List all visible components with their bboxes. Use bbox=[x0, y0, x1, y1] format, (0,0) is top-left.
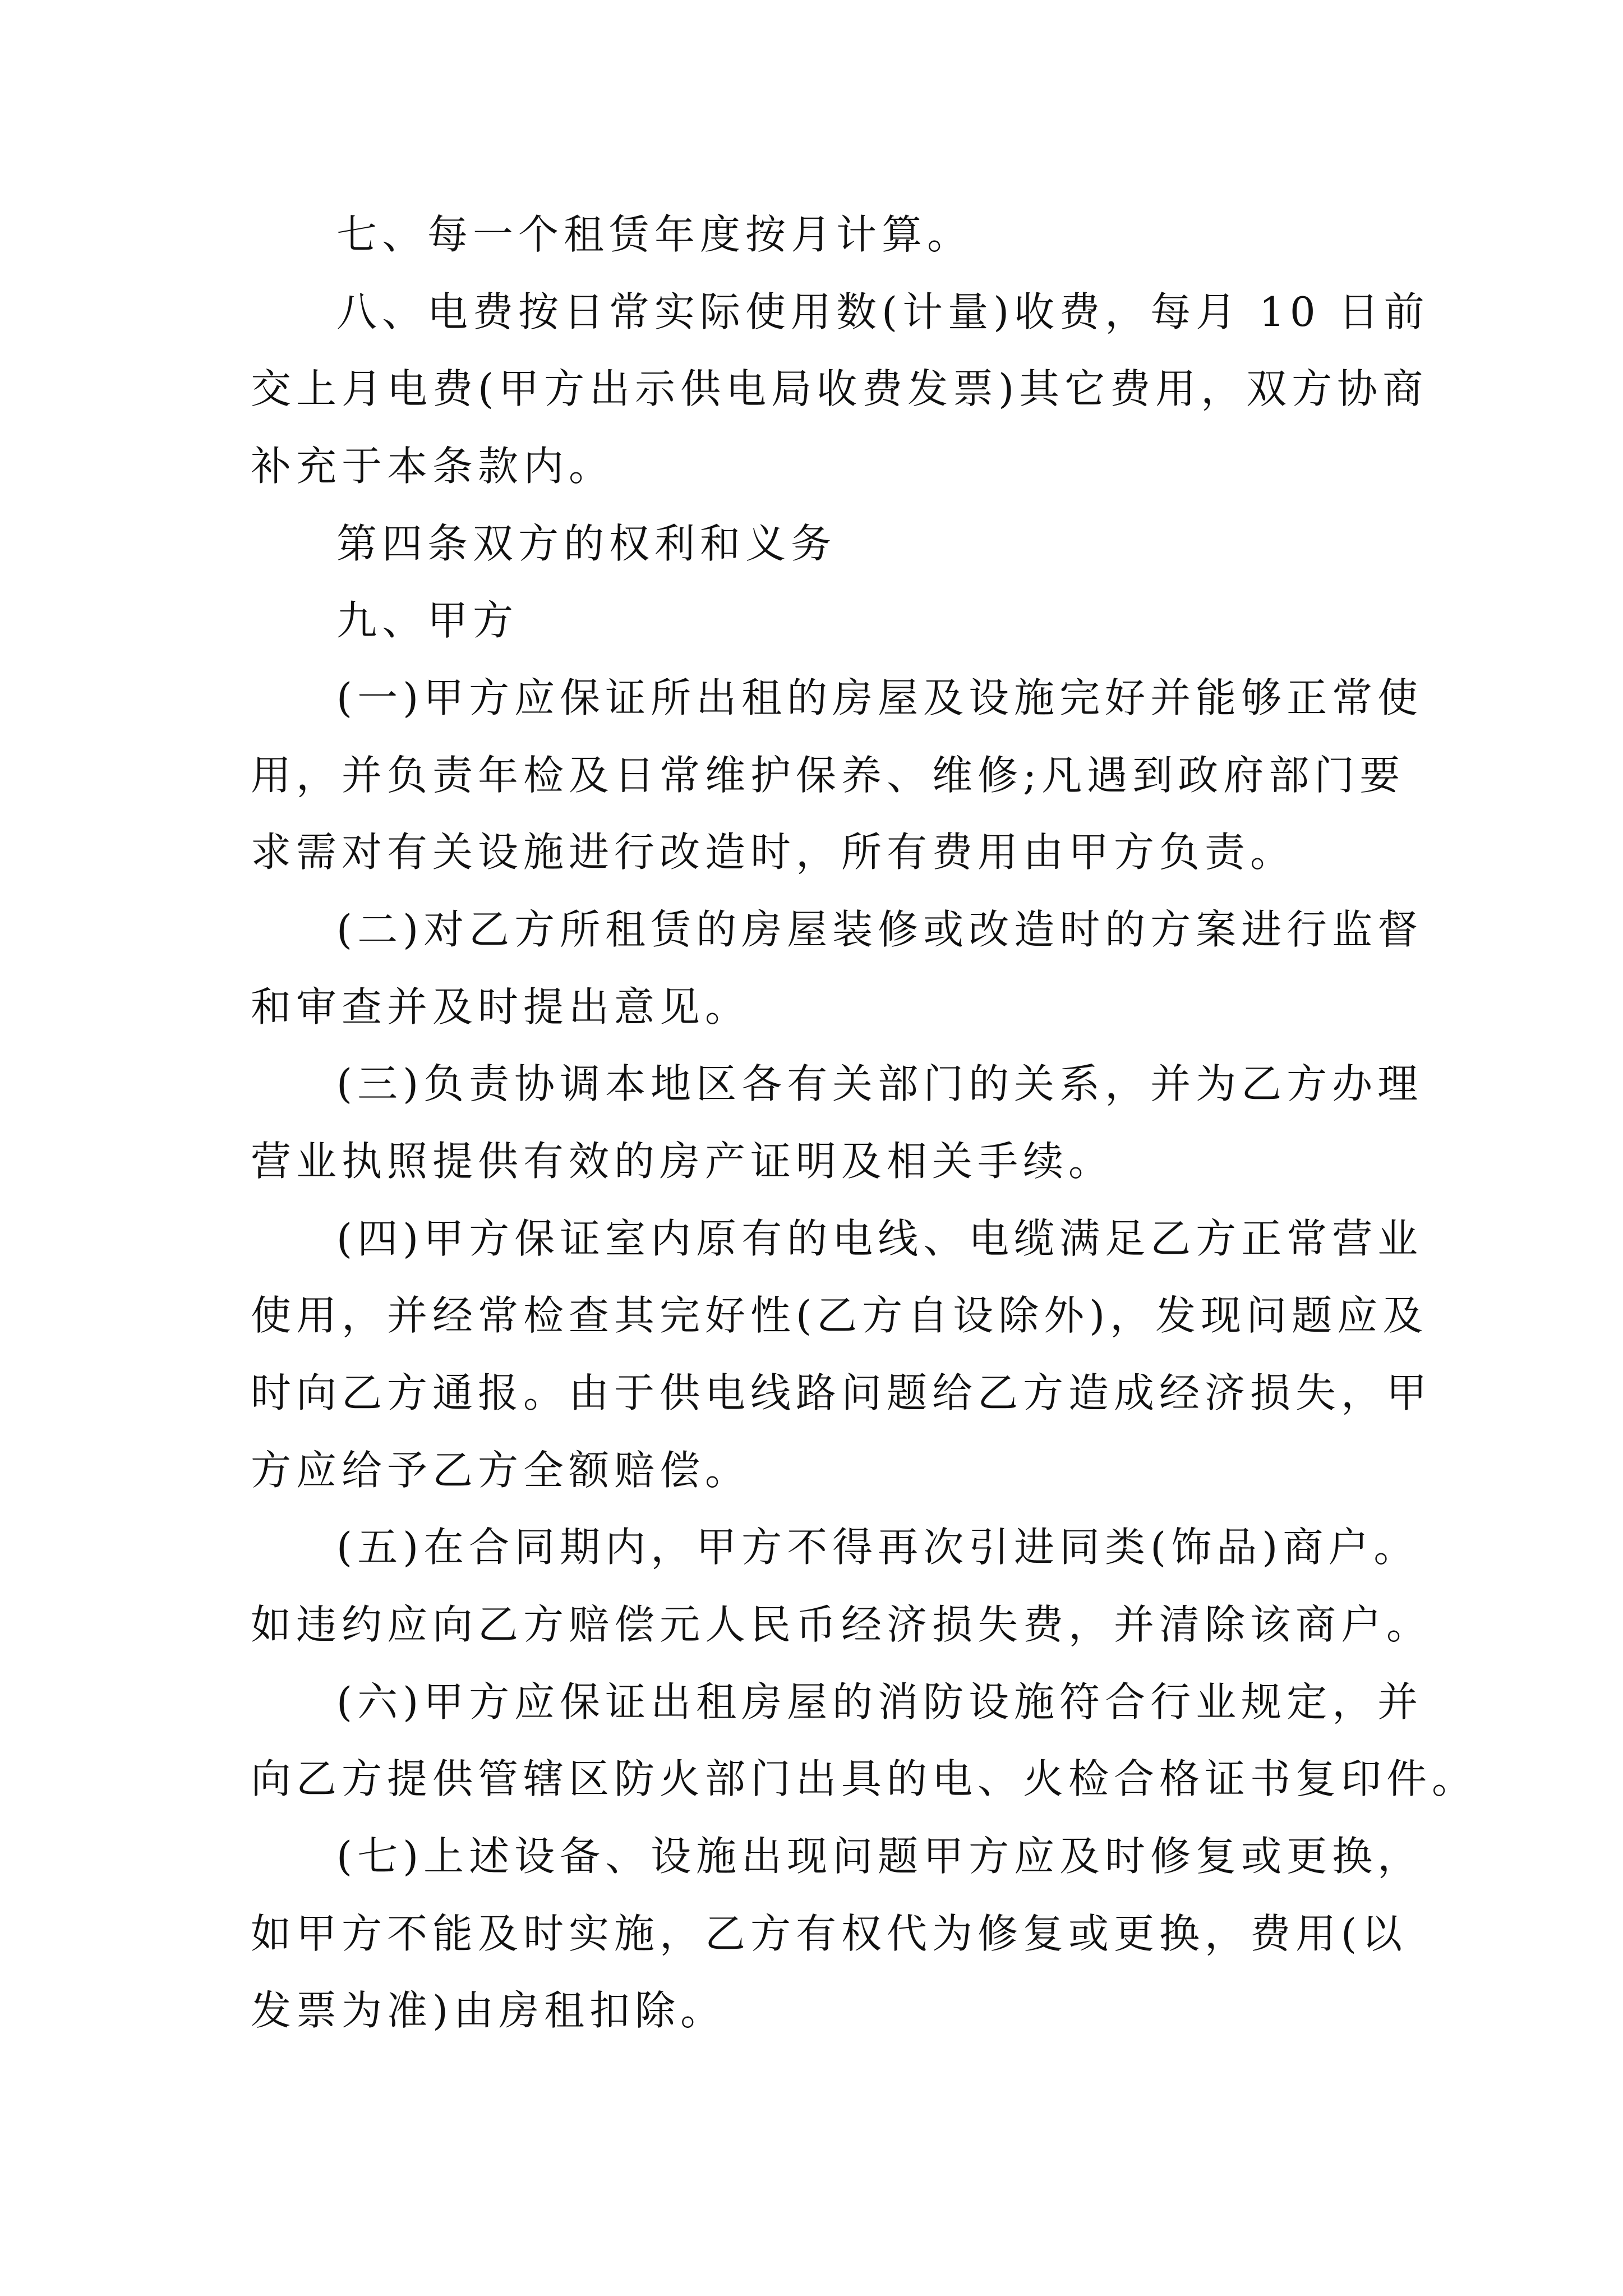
item-5-line-1: (五)在合同期内，甲方不得再次引进同类(饰品)商户。 bbox=[336, 1524, 1419, 1571]
item-1-line-2: 用，并负责年检及日常维护保养、维修;凡遇到政府部门要 bbox=[251, 752, 1405, 799]
item-2-line-2: 和审查并及时提出意见。 bbox=[251, 983, 751, 1030]
item-2-line-1: (二)对乙方所租赁的房屋装修或改造时的方案进行监督 bbox=[336, 906, 1423, 953]
item-5-line-2: 如违约应向乙方赔偿元人民币经济损失费，并清除该商户。 bbox=[251, 1601, 1432, 1648]
item-3-line-2: 营业执照提供有效的房产证明及相关手续。 bbox=[251, 1138, 1114, 1185]
item-4-line-2: 使用，并经常检查其完好性(乙方自设除外)，发现问题应及 bbox=[251, 1292, 1428, 1339]
item-4-line-4: 方应给予乙方全额赔偿。 bbox=[251, 1447, 751, 1494]
item-7-line-2: 如甲方不能及时实施，乙方有权代为修复或更换，费用(以 bbox=[251, 1910, 1408, 1957]
item-3-line-1: (三)负责协调本地区各有关部门的关系，并为乙方办理 bbox=[336, 1060, 1423, 1107]
item-6-line-1: (六)甲方应保证出租房屋的消防设施符合行业规定，并 bbox=[336, 1678, 1423, 1726]
article-4-heading: 第四条双方的权利和义务 bbox=[336, 520, 837, 567]
clause-8-line-3: 补充于本条款内。 bbox=[251, 443, 615, 490]
item-6-line-2: 向乙方提供管辖区防火部门出具的电、火检合格证书复印件。 bbox=[251, 1755, 1478, 1802]
clause-8-line-2: 交上月电费(甲方出示供电局收费发票)其它费用，双方协商 bbox=[251, 365, 1428, 412]
item-7-line-3: 发票为准)由房租扣除。 bbox=[251, 1987, 726, 2034]
item-1-line-1: (一)甲方应保证所出租的房屋及设施完好并能够正常使 bbox=[336, 674, 1423, 721]
item-4-line-3: 时向乙方通报。由于供电线路问题给乙方造成经济损失，甲 bbox=[251, 1369, 1432, 1416]
clause-7: 七、每一个租赁年度按月计算。 bbox=[336, 211, 973, 258]
item-7-line-1: (七)上述设备、设施出现问题甲方应及时修复或更换， bbox=[336, 1833, 1423, 1880]
clause-9-heading: 九、甲方 bbox=[336, 597, 519, 644]
item-4-line-1: (四)甲方保证室内原有的电线、电缆满足乙方正常营业 bbox=[336, 1215, 1423, 1262]
clause-8-line-1: 八、电费按日常实际使用数(计量)收费，每月 10 日前 bbox=[336, 288, 1430, 335]
item-1-line-3: 求需对有关设施进行改造时，所有费用由甲方负责。 bbox=[251, 829, 1296, 876]
